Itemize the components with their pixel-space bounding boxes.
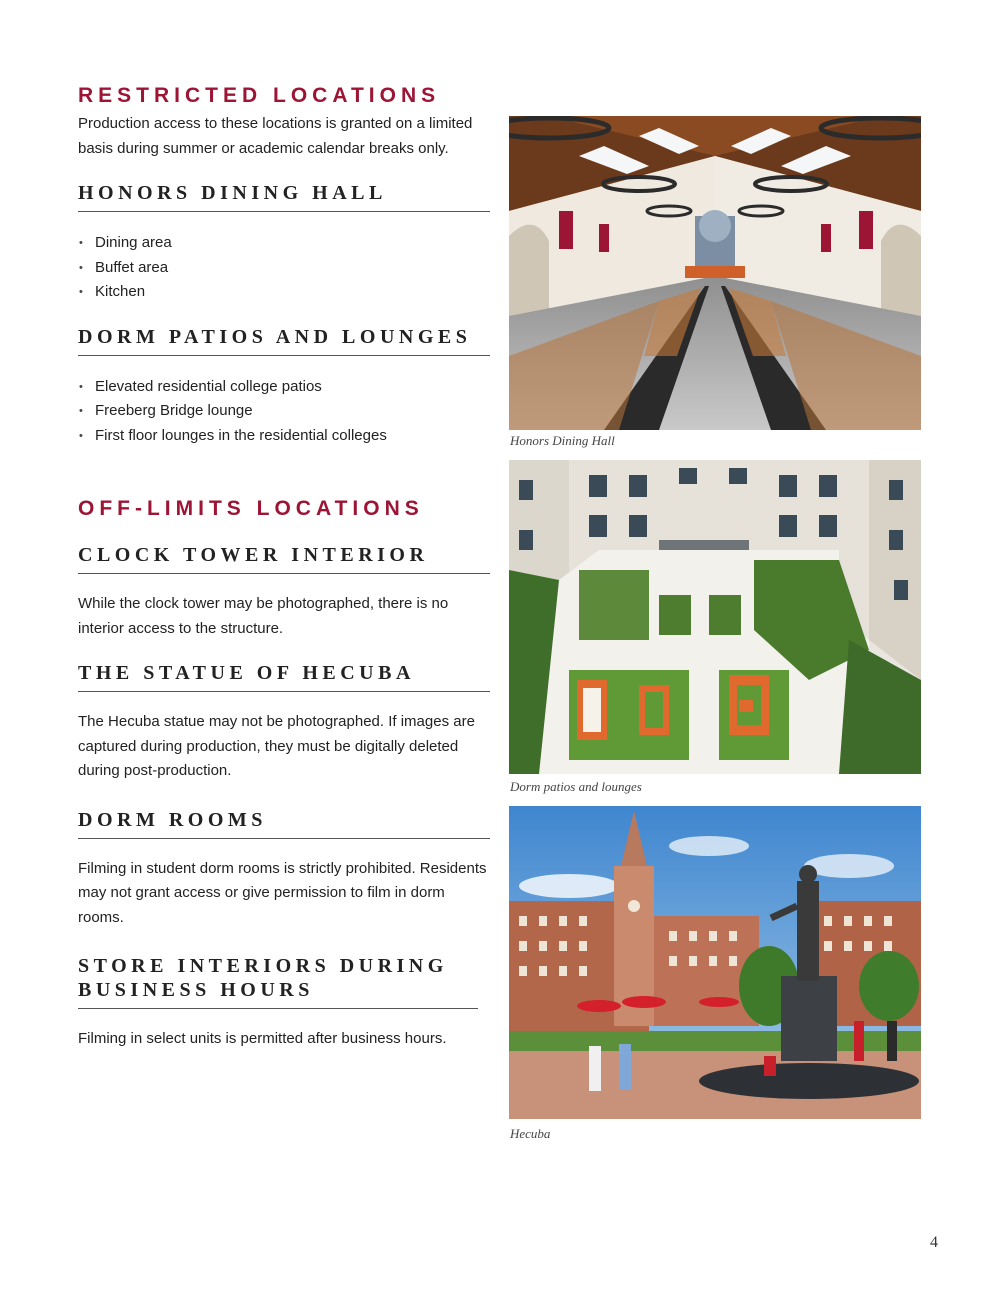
dorm-rooms-heading: DORM ROOMS — [78, 808, 490, 839]
dorm-rooms-text: Filming in student dorm rooms is strictly prohibited. Residents may not grant access or give permission to film in dorm rooms. — [78, 859, 487, 926]
restricted-title: RESTRICTED LOCATIONS — [78, 84, 441, 107]
list-item: • Elevated residential college patios — [78, 375, 490, 400]
hecuba-photo — [509, 806, 921, 1119]
list-item: • First floor lounges in the residential colleges — [78, 424, 490, 449]
store-text: Filming in select units is permitted after business hours. — [78, 1030, 447, 1047]
clock-heading: CLOCK TOWER INTERIOR — [78, 543, 490, 574]
list-item: • Kitchen — [78, 280, 490, 305]
store-heading: STORE INTERIORS DURING BUSINESS HOURS — [78, 954, 478, 1009]
dorm-patios-list — [78, 375, 490, 449]
list-item: • Freeberg Bridge lounge — [78, 399, 490, 424]
dining-hall-photo — [509, 116, 921, 430]
dorm-patios-photo — [509, 460, 921, 774]
list-item: • Dining area — [78, 231, 490, 256]
dorm-patios-heading: DORM PATIOS AND LOUNGES — [78, 325, 490, 356]
hecuba-text: The Hecuba statue may not be photographed. If images are captured during production, they must be digitally deleted during post-production. — [78, 713, 475, 779]
offlimits-title: OFF-LIMITS LOCATIONS — [78, 497, 424, 520]
hecuba-caption: Hecuba — [510, 1126, 551, 1141]
honors-list — [78, 231, 490, 305]
list-item: • Buffet area — [78, 256, 490, 281]
restricted-intro: Production access to these locations is granted on a limited basis during summer or academic calendar breaks only. — [78, 115, 473, 157]
dining-caption: Honors Dining Hall — [510, 433, 615, 448]
clock-text: While the clock tower may be photographed, there is no interior access to the structure. — [78, 595, 449, 637]
honors-heading: HONORS DINING HALL — [78, 181, 490, 212]
page-number: 4 — [930, 1234, 938, 1251]
hecuba-heading: THE STATUE OF HECUBA — [78, 661, 490, 692]
left-column — [78, 82, 490, 1052]
patios-caption: Dorm patios and lounges — [510, 779, 642, 794]
